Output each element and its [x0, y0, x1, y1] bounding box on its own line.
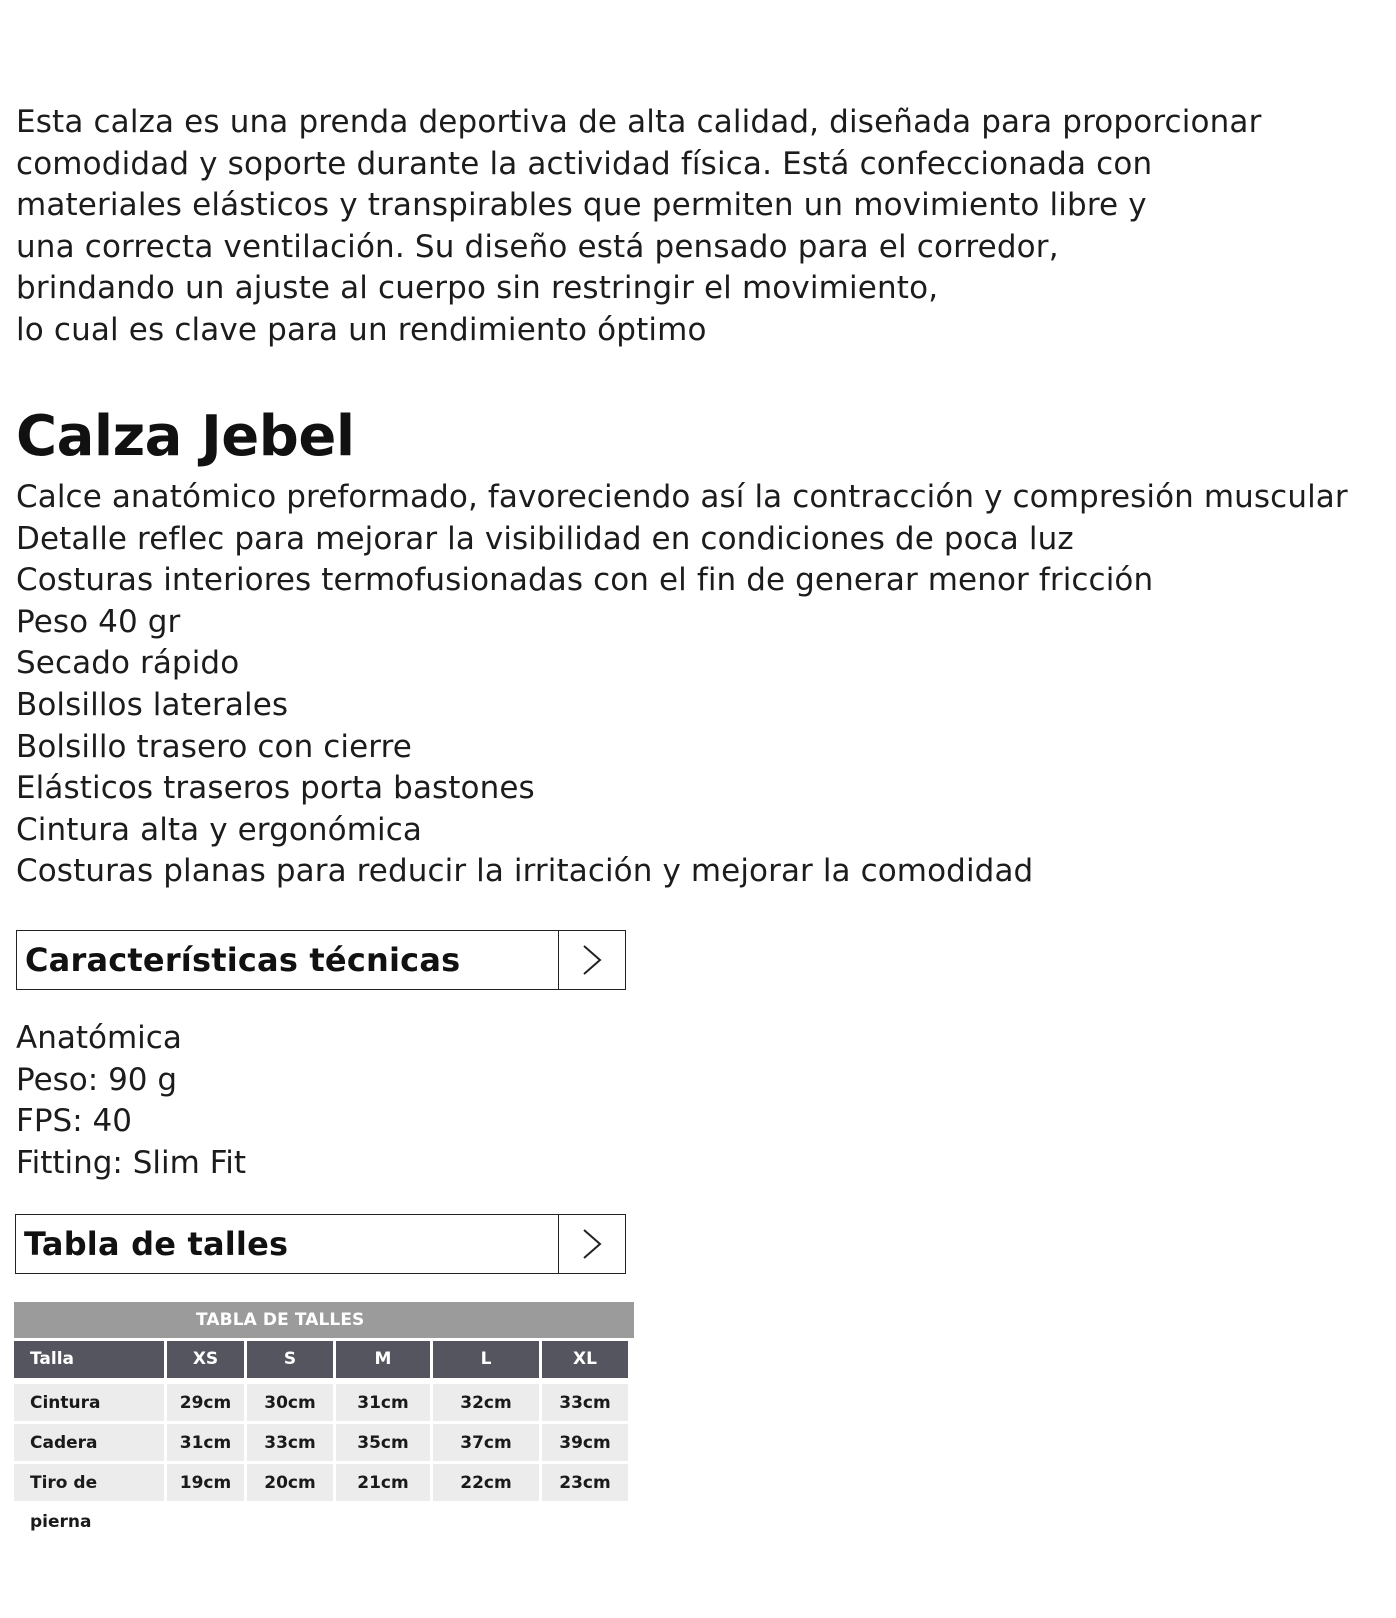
- table-cell: 22cm: [433, 1464, 539, 1501]
- tech-spec-item: Fitting: Slim Fit: [16, 1144, 247, 1181]
- feature-item: Cintura alta y ergonómica: [16, 811, 422, 848]
- table-cell: 31cm: [336, 1384, 430, 1421]
- product-title: Calza Jebel: [16, 404, 355, 469]
- header-cell: M: [336, 1341, 430, 1378]
- chevron-right-icon[interactable]: [558, 1215, 625, 1273]
- feature-item: Bolsillo trasero con cierre: [16, 728, 412, 765]
- tech-spec-item: Peso: 90 g: [16, 1061, 178, 1098]
- table-cell: 33cm: [542, 1384, 628, 1421]
- header-cell: L: [433, 1341, 539, 1378]
- table-cell: 20cm: [247, 1464, 333, 1501]
- table-cell: 21cm: [336, 1464, 430, 1501]
- feature-item: Elásticos traseros porta bastones: [16, 770, 535, 807]
- header-cell: XL: [542, 1341, 628, 1378]
- tech-spec-item: FPS: 40: [16, 1103, 132, 1140]
- feature-item: Costuras interiores termofusionadas con el fin de generar menor fricción: [16, 562, 1154, 599]
- tech-specs-toggle[interactable]: [16, 930, 626, 990]
- table-cell: 33cm: [247, 1424, 333, 1461]
- table-cell: 23cm: [542, 1464, 628, 1501]
- header-cell: Talla: [14, 1341, 164, 1378]
- table-cell: 39cm: [542, 1424, 628, 1461]
- size-table: [14, 1302, 634, 1532]
- table-cell: 19cm: [167, 1464, 244, 1501]
- row-label-cell: Cadera: [14, 1424, 164, 1461]
- intro-line: una correcta ventilación. Su diseño está pensado para el corredor,: [16, 228, 1059, 265]
- tech-specs-label: Características técnicas: [25, 941, 461, 979]
- size-chart-toggle[interactable]: [15, 1214, 626, 1274]
- header-cell: XS: [167, 1341, 244, 1378]
- intro-line: Esta calza es una prenda deportiva de alta calidad, diseñada para proporcionar: [16, 104, 1262, 140]
- intro-line: materiales elásticos y transpirables que permiten un movimiento libre y: [16, 187, 1147, 223]
- size-table-caption: TABLA DE TALLES: [14, 1302, 634, 1338]
- size-table-header-row: [14, 1341, 634, 1378]
- chevron-right-icon[interactable]: [558, 931, 625, 989]
- table-row: [14, 1384, 634, 1421]
- intro-line: lo cual es clave para un rendimiento óptimo: [16, 311, 707, 348]
- feature-item: Peso 40 gr: [16, 603, 181, 640]
- feature-list: [16, 477, 1386, 893]
- table-cell: 37cm: [433, 1424, 539, 1461]
- table-cell: 32cm: [433, 1384, 539, 1421]
- intro-paragraph: [16, 102, 1376, 351]
- intro-line: brindando un ajuste al cuerpo sin restringir el movimiento,: [16, 270, 939, 306]
- intro-line: comodidad y soporte durante la actividad física. Está confeccionada con: [16, 145, 1153, 182]
- table-cell: 31cm: [167, 1424, 244, 1461]
- feature-item: Costuras planas para reducir la irritación y mejorar la comodidad: [16, 853, 1034, 890]
- table-row: [14, 1464, 634, 1532]
- feature-item: Calce anatómico preformado, favoreciendo así la contracción y compresión muscular: [16, 479, 1348, 515]
- table-cell: 30cm: [247, 1384, 333, 1421]
- size-chart-label: Tabla de talles: [24, 1225, 289, 1263]
- row-label-cell: Cintura: [14, 1384, 164, 1421]
- feature-item: Detalle reflec para mejorar la visibilidad en condiciones de poca luz: [16, 520, 1074, 557]
- table-cell: 29cm: [167, 1384, 244, 1421]
- feature-item: Secado rápido: [16, 645, 240, 682]
- tech-spec-item: Anatómica: [16, 1020, 182, 1056]
- table-cell: 35cm: [336, 1424, 430, 1461]
- table-row: [14, 1424, 634, 1461]
- row-label-cell: Tiro de pierna: [14, 1464, 164, 1501]
- header-cell: S: [247, 1341, 333, 1378]
- feature-item: Bolsillos laterales: [16, 686, 289, 723]
- tech-specs-list: [16, 1018, 246, 1184]
